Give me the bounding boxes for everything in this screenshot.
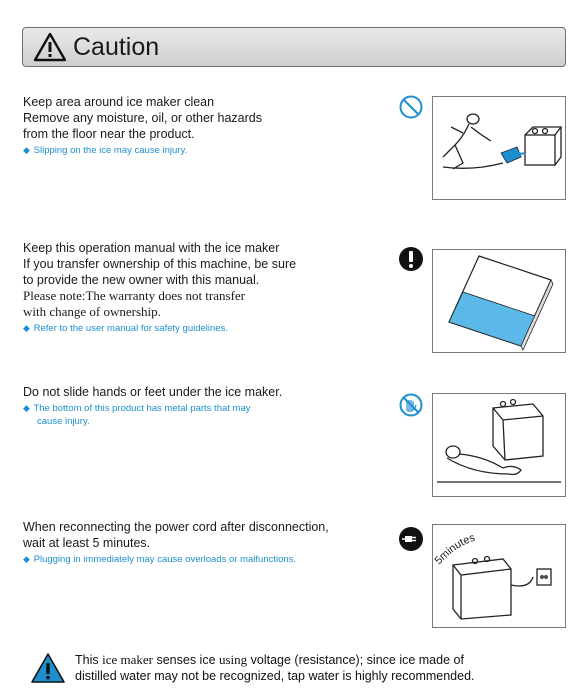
hand-under-machine-image <box>433 394 565 496</box>
text-line: Do not slide hands or feet under the ice maker. <box>23 385 283 399</box>
note-text: Slipping on the ice may cause injury. <box>33 145 188 156</box>
footer-text-part: distilled water may not be recognized, tap water is highly recommended. <box>75 669 475 683</box>
power-machine-image <box>433 525 565 627</box>
slipping-person-image <box>433 97 565 199</box>
text-line: with change of ownership. <box>23 304 161 319</box>
slip-illustration <box>432 96 566 200</box>
page-title: Caution <box>73 33 160 61</box>
note <box>23 144 373 157</box>
warning-triangle-icon <box>33 32 67 62</box>
diamond-bullet-icon: ◆ <box>23 323 30 333</box>
text-line: wait at least 5 minutes. <box>23 536 151 550</box>
five-minutes-label: 5minutes <box>433 531 477 567</box>
text-line: When reconnecting the power cord after disconnection, <box>23 520 329 534</box>
diamond-bullet-icon: ◆ <box>23 145 30 155</box>
text-line: from the floor near the product. <box>23 127 195 141</box>
note <box>23 322 373 335</box>
footer-notice <box>30 652 475 689</box>
footer-text-part: voltage (resistance); since ice made of <box>247 653 464 667</box>
footer-text-part: This <box>75 653 103 667</box>
prohibited-icon <box>398 94 424 120</box>
section-no-slide <box>23 384 373 428</box>
unplug-icon <box>398 526 424 552</box>
footer-text-part: senses ice <box>152 653 219 667</box>
diamond-bullet-icon: ◆ <box>23 554 30 564</box>
note <box>23 553 373 566</box>
caution-header <box>22 27 566 67</box>
note-text: Refer to the user manual for safety guidelines. <box>33 323 228 334</box>
text-line: If you transfer ownership of this machine, be sure <box>23 257 297 271</box>
no-hand-icon <box>398 392 424 418</box>
svg-text:5minutes <box>433 532 477 567</box>
manual-book-image <box>433 250 565 352</box>
section-reconnect-power <box>23 519 373 566</box>
text-line: Please note:The warranty does not transfer <box>23 288 246 303</box>
section-clean-area <box>23 94 373 157</box>
manual-illustration <box>432 249 566 353</box>
note-text: The bottom of this product has metal parts that may <box>33 403 251 414</box>
footer-text <box>75 652 555 684</box>
warning-triangle-icon <box>30 652 66 684</box>
footer-text-part: using <box>219 652 248 667</box>
note-text: Plugging in immediately may cause overloads or malfunctions. <box>33 554 297 565</box>
diamond-bullet-icon: ◆ <box>23 403 30 413</box>
footer-text-part: ice maker <box>102 652 153 667</box>
power-cord-illustration <box>432 524 566 628</box>
text-line: Keep area around ice maker clean <box>23 95 215 109</box>
note-text: cause injury. <box>37 416 90 427</box>
section-keep-manual <box>23 240 373 335</box>
text-line: to provide the new owner with this manual. <box>23 273 260 287</box>
hand-under-illustration <box>432 393 566 497</box>
exclamation-icon <box>398 246 424 272</box>
note <box>23 402 373 428</box>
text-line: Keep this operation manual with the ice maker <box>23 241 280 255</box>
text-line: Remove any moisture, oil, or other hazards <box>23 111 262 125</box>
